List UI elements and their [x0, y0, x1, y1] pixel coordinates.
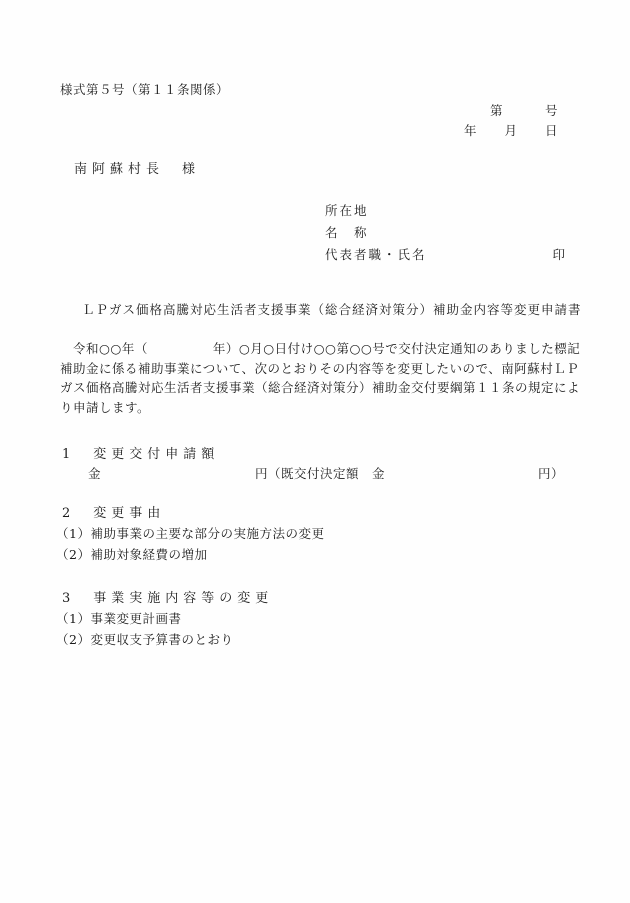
date-month-label: 月 — [504, 123, 518, 138]
body-line-2: 補助金に係る補助事業について、次のとおりその内容等を変更したいので、南阿蘇村ＬＰ — [60, 360, 580, 376]
body-line-4: り申請します。 — [60, 399, 151, 415]
sender-representative-label: 代表者職・氏名 — [325, 247, 427, 262]
section-2-item-2: （2）補助対象経費の増加 — [56, 547, 208, 562]
amount-prefix: 金 — [88, 466, 102, 481]
section-3-item-2: （2）変更収支予算書のとおり — [56, 632, 234, 647]
body-line-1: 令和○○年（ 年）○月○日付け○○第○○号で交付決定通知のありました標記 — [60, 341, 581, 356]
section-3-heading: 3 事業実施内容等の変更 — [62, 591, 274, 606]
section-2-heading: 2 変更事由 — [62, 506, 166, 521]
form-number: 様式第５号（第１１条関係） — [60, 82, 230, 97]
date-year-label: 年 — [464, 123, 478, 138]
date-line — [464, 121, 558, 139]
seal-mark: 印 — [552, 247, 567, 262]
reference-number-line — [490, 101, 558, 119]
section-1-heading: 1 変更交付申請額 — [62, 447, 220, 462]
reference-number-prefix: 第 — [490, 103, 504, 118]
sender-address-label: 所在地 — [325, 203, 369, 218]
amount-suffix: 円） — [538, 466, 565, 481]
section-3-item-1: （1）事業変更計画書 — [56, 611, 182, 626]
section-2-item-1: （1）補助事業の主要な部分の実施方法の変更 — [56, 526, 325, 541]
document-title: ＬＰガス価格高騰対応生活者支援事業（総合経済対策分）補助金内容等変更申請書 — [82, 302, 582, 317]
date-day-label: 日 — [544, 123, 558, 138]
addressee: 南阿蘇村長 様 — [74, 162, 201, 177]
body-line-3: ガス価格高騰対応生活者支援事業（総合経済対策分）補助金交付要綱第１１条の規定によ — [60, 380, 581, 395]
reference-number-suffix: 号 — [544, 103, 558, 118]
amount-mid: 円（既交付決定額 金 — [255, 466, 386, 481]
sender-name-label: 名 称 — [325, 225, 369, 240]
sender-representative-line — [325, 245, 567, 263]
